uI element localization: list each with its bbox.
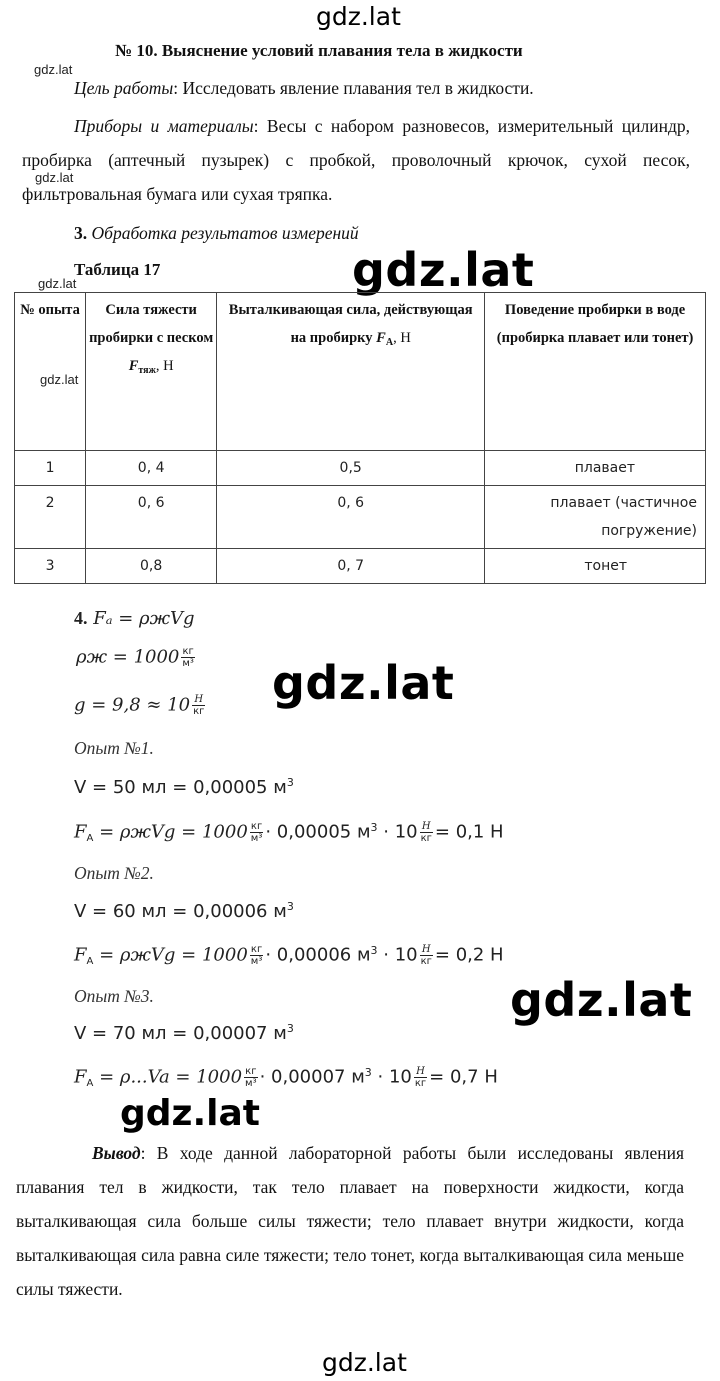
conclusion-label: Вывод — [92, 1143, 141, 1163]
page-title: № 10. Выяснение условий плавания тела в жидкости — [115, 41, 523, 60]
cell-behavior: тонет — [485, 549, 706, 584]
rho-unit-den: м³ — [182, 658, 194, 669]
density-unit-fraction — [244, 1066, 258, 1089]
volume-text: V = 60 мл = 0,00006 м — [74, 901, 287, 922]
header-buoyant-text: Выталкивающая сила, действующая на пробирку — [228, 302, 473, 346]
cell-buoyant: 0, 7 — [217, 549, 485, 584]
force-sub: А — [86, 1077, 94, 1089]
g-unit-num: Н — [414, 1066, 427, 1078]
materials-text: : Весы с набором разновесов, измерительный цилиндр, пробирка (аптечный пузырек) с пробкой, проволочный крючок, сухой песок, фильтровальная бумага или сухая тряпка. — [22, 116, 690, 204]
g-unit-den: кг — [420, 833, 432, 844]
g-unit-den: кг — [193, 706, 205, 717]
watermark-big: gdz.lat — [120, 1093, 261, 1134]
force-sub: А — [86, 832, 94, 844]
header-behavior: Поведение пробирки в воде (пробирка плавает или тонет) — [485, 293, 706, 451]
experiment-1-volume — [74, 777, 294, 798]
force-symbol: F — [74, 821, 87, 843]
force-sub: А — [86, 955, 94, 967]
density-unit-fraction — [250, 944, 264, 967]
g-unit-num: Н — [192, 694, 205, 706]
header-buoyant-sub: А — [385, 337, 394, 348]
force-result: = 0,2 Н — [434, 944, 504, 966]
conclusion-text: : В ходе данной лабораторной работы были исследованы явления плавания тел в жидкости, так тело плавает на поверхности жидкости, когда выталкивающая сила больше силы тяжести; тело плавает внутри жидкости, когда выталкивающая сила равна силе тяжести; тело тонет, когда выталкивающая сила меньше силы тяжести. — [16, 1143, 684, 1299]
cube-superscript: 3 — [370, 820, 378, 834]
watermark-small: gdz.lat — [40, 372, 79, 387]
g-unit-fraction — [414, 1066, 427, 1089]
experiment-1-label: Опыт №1. — [74, 738, 154, 758]
section-4-number: 4. — [74, 608, 88, 628]
watermark-big: gdz.lat — [510, 973, 693, 1027]
g-unit-fraction — [192, 694, 205, 717]
watermark-big: gdz.lat — [272, 656, 455, 710]
force-lhs: = ρжVg = 1000 — [99, 821, 248, 843]
force-symbol: F — [74, 1066, 87, 1088]
watermark-small: gdz.lat — [34, 62, 73, 77]
table-title: Таблица 17 — [74, 260, 161, 279]
g-unit-den: кг — [420, 956, 432, 967]
materials-label: Приборы и материалы — [74, 116, 254, 136]
force-mid: · 0,00006 м — [265, 944, 371, 966]
cell-buoyant: 0,5 — [217, 451, 485, 486]
results-table — [14, 292, 706, 584]
g-unit-fraction — [420, 944, 433, 967]
goal-label: Цель работы — [74, 78, 174, 98]
experiment-3-force: FА = ρ...Va = 1000 $\frac{кг}{\text{м³}}$ · 0,00007 $м^3 \cdot 10$ $\frac{Н}{кг}$ = 0,7 Н — [74, 1065, 498, 1089]
force-result: = 0,1 Н — [434, 821, 504, 843]
density-unit-num: кг — [245, 1066, 257, 1077]
cube-superscript: 3 — [286, 900, 294, 913]
section-4-formula — [74, 608, 195, 629]
watermark-small: gdz.lat — [38, 276, 77, 291]
table-row — [15, 486, 706, 549]
cell-num: 3 — [15, 549, 86, 584]
density-unit-den: м³ — [250, 956, 263, 967]
force-mid: · 0,00005 м — [265, 821, 371, 843]
cell-buoyant: 0, 6 — [217, 486, 485, 549]
cube-superscript: 3 — [286, 1022, 294, 1035]
g-unit-den: кг — [414, 1078, 427, 1089]
header-buoyant — [217, 293, 485, 451]
cube-superscript: 3 — [370, 943, 378, 957]
experiment-2-volume — [74, 901, 294, 922]
header-gravity — [86, 293, 217, 451]
cube-superscript: 3 — [286, 776, 294, 789]
watermark-top: gdz.lat — [316, 2, 401, 31]
g-unit-num: Н — [420, 821, 433, 833]
force-lhs: = ρ...Va = 1000 — [99, 1066, 243, 1088]
header-gravity-symbol: F — [128, 358, 139, 374]
cell-behavior: плавает (частичное погружение) — [485, 486, 706, 549]
cell-num: 2 — [15, 486, 86, 549]
section-3-number: 3. — [74, 223, 88, 243]
materials-paragraph — [22, 109, 690, 211]
rho-unit-fraction — [181, 646, 195, 669]
density-unit-num: кг — [250, 944, 263, 955]
section-3-heading — [74, 216, 359, 250]
goal-text: : Исследовать явление плавания тел в жидкости. — [173, 78, 534, 98]
density-unit-fraction — [250, 821, 264, 844]
force-symbol: F — [74, 944, 87, 966]
g-unit-num: Н — [420, 944, 433, 956]
experiment-2-force: FА = ρжVg = 1000 $\frac{кг}{\text{м³}}$ · 0,00006 $м^3 \cdot 10$ $\frac{Н}{кг}$ = 0,2 Н — [74, 943, 504, 967]
g-unit-fraction — [420, 821, 433, 844]
goal-line — [74, 71, 534, 105]
watermark-small: gdz.lat — [35, 170, 74, 185]
force-mid: · 0,00007 м — [259, 1066, 365, 1088]
watermark-bottom: gdz.lat — [322, 1348, 407, 1377]
g-line — [74, 694, 207, 717]
header-gravity-sub: тяж — [138, 365, 156, 376]
watermark-big: gdz.lat — [352, 243, 535, 297]
density-unit-den: м³ — [245, 1078, 257, 1089]
cell-gravity: 0, 6 — [86, 486, 217, 549]
table-header-row — [15, 293, 706, 451]
volume-text: V = 70 мл = 0,00007 м — [74, 1023, 287, 1044]
header-buoyant-symbol: F — [376, 330, 386, 346]
section-3-text: Обработка результатов измерений — [91, 223, 359, 243]
cell-num: 1 — [15, 451, 86, 486]
header-num: № опыта — [15, 293, 86, 451]
cell-gravity: 0,8 — [86, 549, 217, 584]
formula-text: Fₐ = ρжVg — [93, 608, 195, 629]
table-row — [15, 451, 706, 486]
experiment-1-force: FА = ρжVg = 1000 $\frac{кг}{\text{м³}}$ · 0,00005 $м^3 \cdot 10$ $\frac{Н}{кг}$ = 0,1 Н — [74, 820, 504, 844]
density-unit-num: кг — [250, 821, 263, 832]
conclusion-paragraph — [16, 1136, 684, 1306]
density-unit-den: м³ — [250, 833, 263, 844]
rho-text: ρж = 1000 — [76, 646, 180, 668]
header-gravity-text: Сила тяжести пробирки с песком — [89, 302, 214, 346]
cell-gravity: 0, 4 — [86, 451, 217, 486]
force-result: = 0,7 Н — [429, 1066, 498, 1088]
experiment-3-volume — [74, 1023, 294, 1044]
rho-line — [76, 646, 197, 669]
experiment-2-label: Опыт №2. — [74, 863, 154, 883]
volume-text: V = 50 мл = 0,00005 м — [74, 777, 287, 798]
header-buoyant-unit: , Н — [393, 330, 411, 346]
cube-superscript: 3 — [364, 1065, 372, 1079]
table-row — [15, 549, 706, 584]
cell-behavior: плавает — [485, 451, 706, 486]
header-gravity-unit: , Н — [155, 358, 174, 374]
rho-unit-num: кг — [182, 646, 194, 657]
g-text: g = 9,8 ≈ 10 — [74, 694, 191, 716]
experiment-3-label: Опыт №3. — [74, 986, 154, 1006]
force-lhs: = ρжVg = 1000 — [99, 944, 248, 966]
